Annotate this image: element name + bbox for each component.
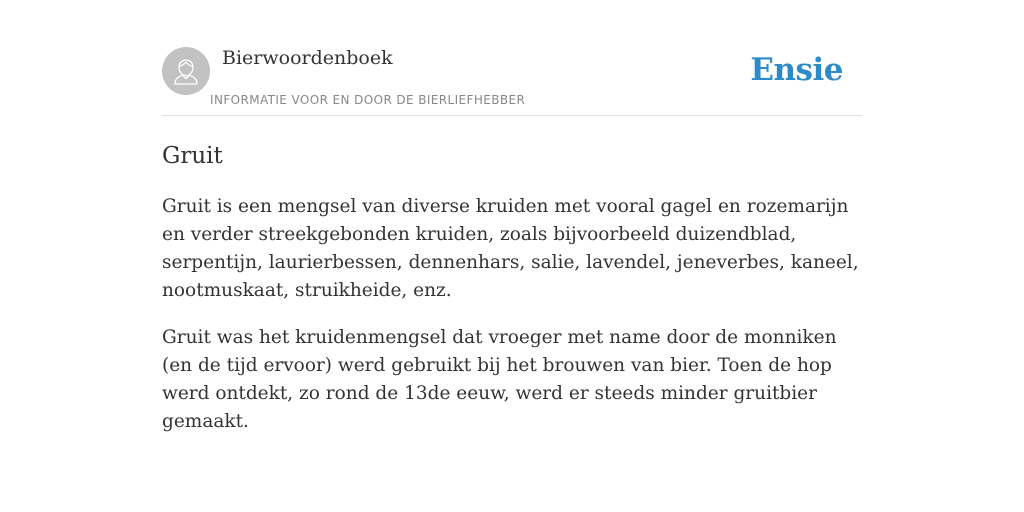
site-name-link[interactable]: Bierwoordenboek: [222, 47, 393, 69]
avatar[interactable]: [162, 47, 210, 95]
article-title: Gruit: [162, 143, 223, 169]
article-paragraph: Gruit is een mengsel van diverse kruiden met vooral gagel en rozemarijn en verder streekgebonden kruiden, zoals bijvoorbeeld duizendblad, serpentijn, laurierbessen, dennenhars, salie, lavendel, jeneverbes, kaneel, nootmuskaat, struikheide, enz.: [162, 196, 859, 301]
page: [162, 0, 862, 436]
article-paragraph: Gruit was het kruidenmengsel dat vroeger met name door de monniken (en de tijd ervoor) werd gebruikt bij het brouwen van bier. Toen de hop werd ontdekt, zo rond de 13de eeuw, werd er steeds minder gruitbier gemaakt.: [162, 327, 837, 432]
user-icon: [162, 47, 210, 95]
site-tagline: INFORMATIE VOOR EN DOOR DE BIERLIEFHEBBER: [210, 93, 526, 107]
site-header: [162, 46, 862, 116]
brand-logo-link[interactable]: Ensie: [750, 52, 843, 88]
